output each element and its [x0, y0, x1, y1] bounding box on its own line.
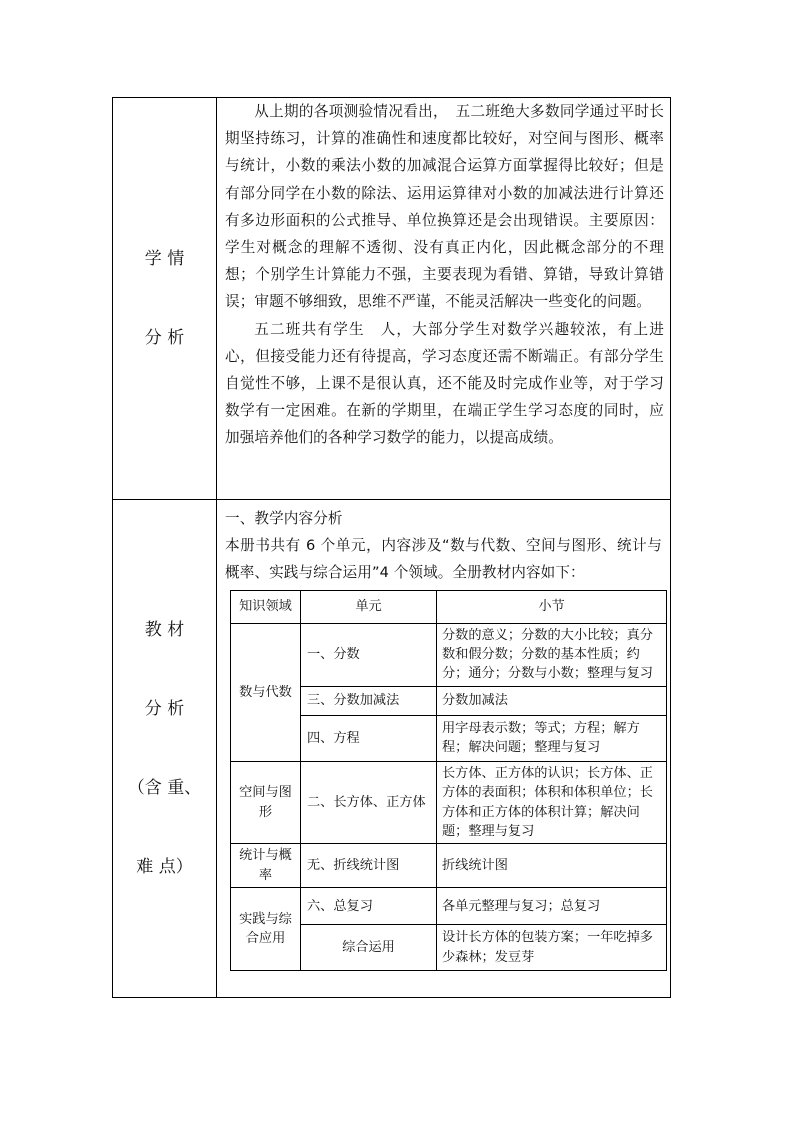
label-line: 学 情 [144, 248, 185, 269]
content-intro: 本册书共有 6 个单元，内容涉及“数与代数、空间与图形、统计与概率、实践与综合运用”4 个领域。全册教材内容如下： [225, 537, 662, 582]
sections-cell: 分数的意义；分数的大小比较；真分数和假分数；分数的基本性质；约分；通分；分数与小数；整理与复习 [437, 623, 667, 686]
unit-cell: 六、总复习 [301, 888, 437, 925]
domain-cell: 统计与概率 [231, 844, 301, 888]
content-heading: 一、教学内容分析 [225, 510, 343, 527]
label-line: 分 析 [144, 698, 185, 719]
content-table [230, 590, 667, 972]
table-row [231, 888, 667, 925]
textbook-analysis-label [113, 500, 217, 998]
sections-cell: 长方体、正方体的认识；长方体、正方体的表面积；体积和体积单位；长方体和正方体的体积计算；解决问题；整理与复习 [437, 761, 667, 844]
header-cell: 知识领域 [231, 590, 301, 623]
header-cell: 单元 [301, 590, 437, 623]
sections-cell: 各单元整理与复习；总复习 [437, 888, 667, 925]
unit-cell: 三、分数加减法 [301, 686, 437, 715]
header-cell: 小节 [437, 590, 667, 623]
sections-cell: 分数加减法 [437, 686, 667, 715]
domain-cell: 实践与综合应用 [231, 888, 301, 971]
domain-cell: 数与代数 [231, 623, 301, 761]
label-line: 难 点） [136, 856, 193, 877]
sections-cell: 折线统计图 [437, 844, 667, 888]
plan-table [112, 97, 671, 998]
textbook-analysis-row [113, 500, 671, 998]
sections-cell: 用字母表示数；等式；方程；解方程；解决问题；整理与复习 [437, 715, 667, 761]
learning-analysis-label [113, 98, 217, 500]
table-row [231, 844, 667, 888]
analysis-paragraph: 从上期的各项测验情况看出， 五二班绝大多数同学通过平时长期坚持练习，计算的准确性和速度都比较好，对空间与图形、概率与统计，小数的乘法小数的加减混合运算方面掌握得比较好；但是有部分同学在小数的除法、运用运算律对小数的加减法进行计算还有多边形面积的公式推导、单位换算还是会出现错误。主要原因：学生对概念的理解不透彻、没有真正内化，因此概念部分的不理想；个别学生计算能力不强，主要表现为看错、算错，导致计算错误；审题不够细致，思维不严谨，不能灵活解决一些变化的问题。 [225, 103, 664, 311]
label-line: 教 材 [144, 619, 185, 640]
table-header-row [231, 590, 667, 623]
unit-cell: 二、长方体、正方体 [301, 761, 437, 844]
sections-cell: 设计长方体的包装方案；一年吃掉多少森林；发豆芽 [437, 925, 667, 971]
learning-analysis-row [113, 98, 671, 500]
label-line: （含 重、 [127, 777, 202, 798]
unit-cell: 一、分数 [301, 623, 437, 686]
textbook-analysis-content [217, 500, 671, 998]
analysis-paragraph: 五二班共有学生 人，大部分学生对数学兴趣较浓，有上进心，但接受能力还有待提高，学习态度还需不断端正。有部分学生自觉性不够，上课不是很认真，还不能及时完成作业等，对于学习数学有一定困难。在新的学期里，在端正学生学习态度的同时，应加强培养他们的各种学习数学的能力，以提高成绩。 [225, 320, 664, 447]
learning-analysis-content [217, 98, 671, 500]
table-row [231, 761, 667, 844]
unit-cell: 无、折线统计图 [301, 844, 437, 888]
domain-cell: 空间与图形 [231, 761, 301, 844]
table-row [231, 623, 667, 686]
unit-cell: 四、方程 [301, 715, 437, 761]
unit-cell: 综合运用 [301, 925, 437, 971]
label-line: 分 析 [144, 327, 185, 348]
